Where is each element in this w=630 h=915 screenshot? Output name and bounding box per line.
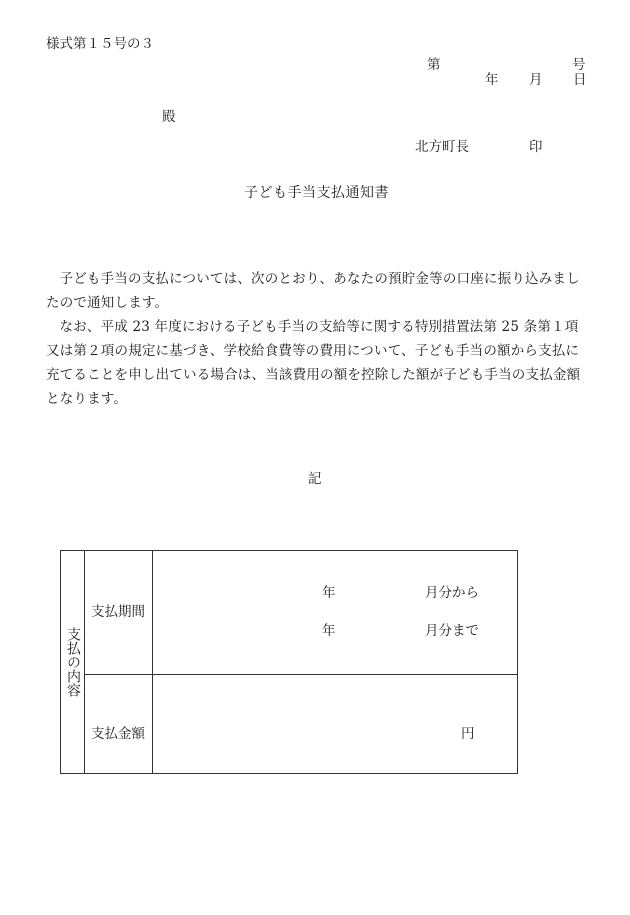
table-divider-2 — [152, 551, 153, 773]
body-paragraph-2: なお、平成 23 年度における子ども手当の支給等に関する特別措置法第 25 条第１項又は第２項の規定に基づき、学校給食費等の費用について、子ども手当の額から支払に充てることを申し出ている場合は、当該費用の額を控除した額が子ども手当の支払金額となります。 — [46, 319, 581, 407]
doc-number-prefix: 第 — [427, 57, 441, 73]
form-number: 様式第１５号の３ — [46, 36, 154, 52]
body-paragraph-1: 子ども手当の支払については、次のとおり、あなたの預貯金等の口座に振り込みましたので通知します。 — [46, 271, 580, 311]
issuer-seal: 印 — [529, 139, 543, 155]
doc-number-suffix: 号 — [572, 57, 586, 73]
amount-unit: 円 — [461, 726, 475, 742]
period-from-year: 年 — [322, 585, 336, 601]
date-year: 年 — [485, 72, 499, 88]
amount-label: 支払金額 — [91, 726, 145, 742]
table-divider-1 — [84, 551, 85, 773]
document-title: 子ども手当支払通知書 — [244, 185, 389, 201]
table-row-divider — [84, 674, 517, 675]
ki-heading: 記 — [308, 471, 322, 487]
payment-details-table — [60, 550, 518, 774]
period-to-year: 年 — [322, 623, 336, 639]
section-label: 支払の内容 — [65, 627, 81, 697]
addressee-suffix: 殿 — [162, 109, 176, 125]
period-from-month: 月分から — [425, 585, 479, 601]
period-label: 支払期間 — [91, 604, 145, 620]
period-to-month: 月分まで — [425, 623, 479, 639]
date-day: 日 — [573, 72, 587, 88]
issuer-name: 北方町長 — [415, 139, 469, 155]
date-month: 月 — [529, 72, 543, 88]
